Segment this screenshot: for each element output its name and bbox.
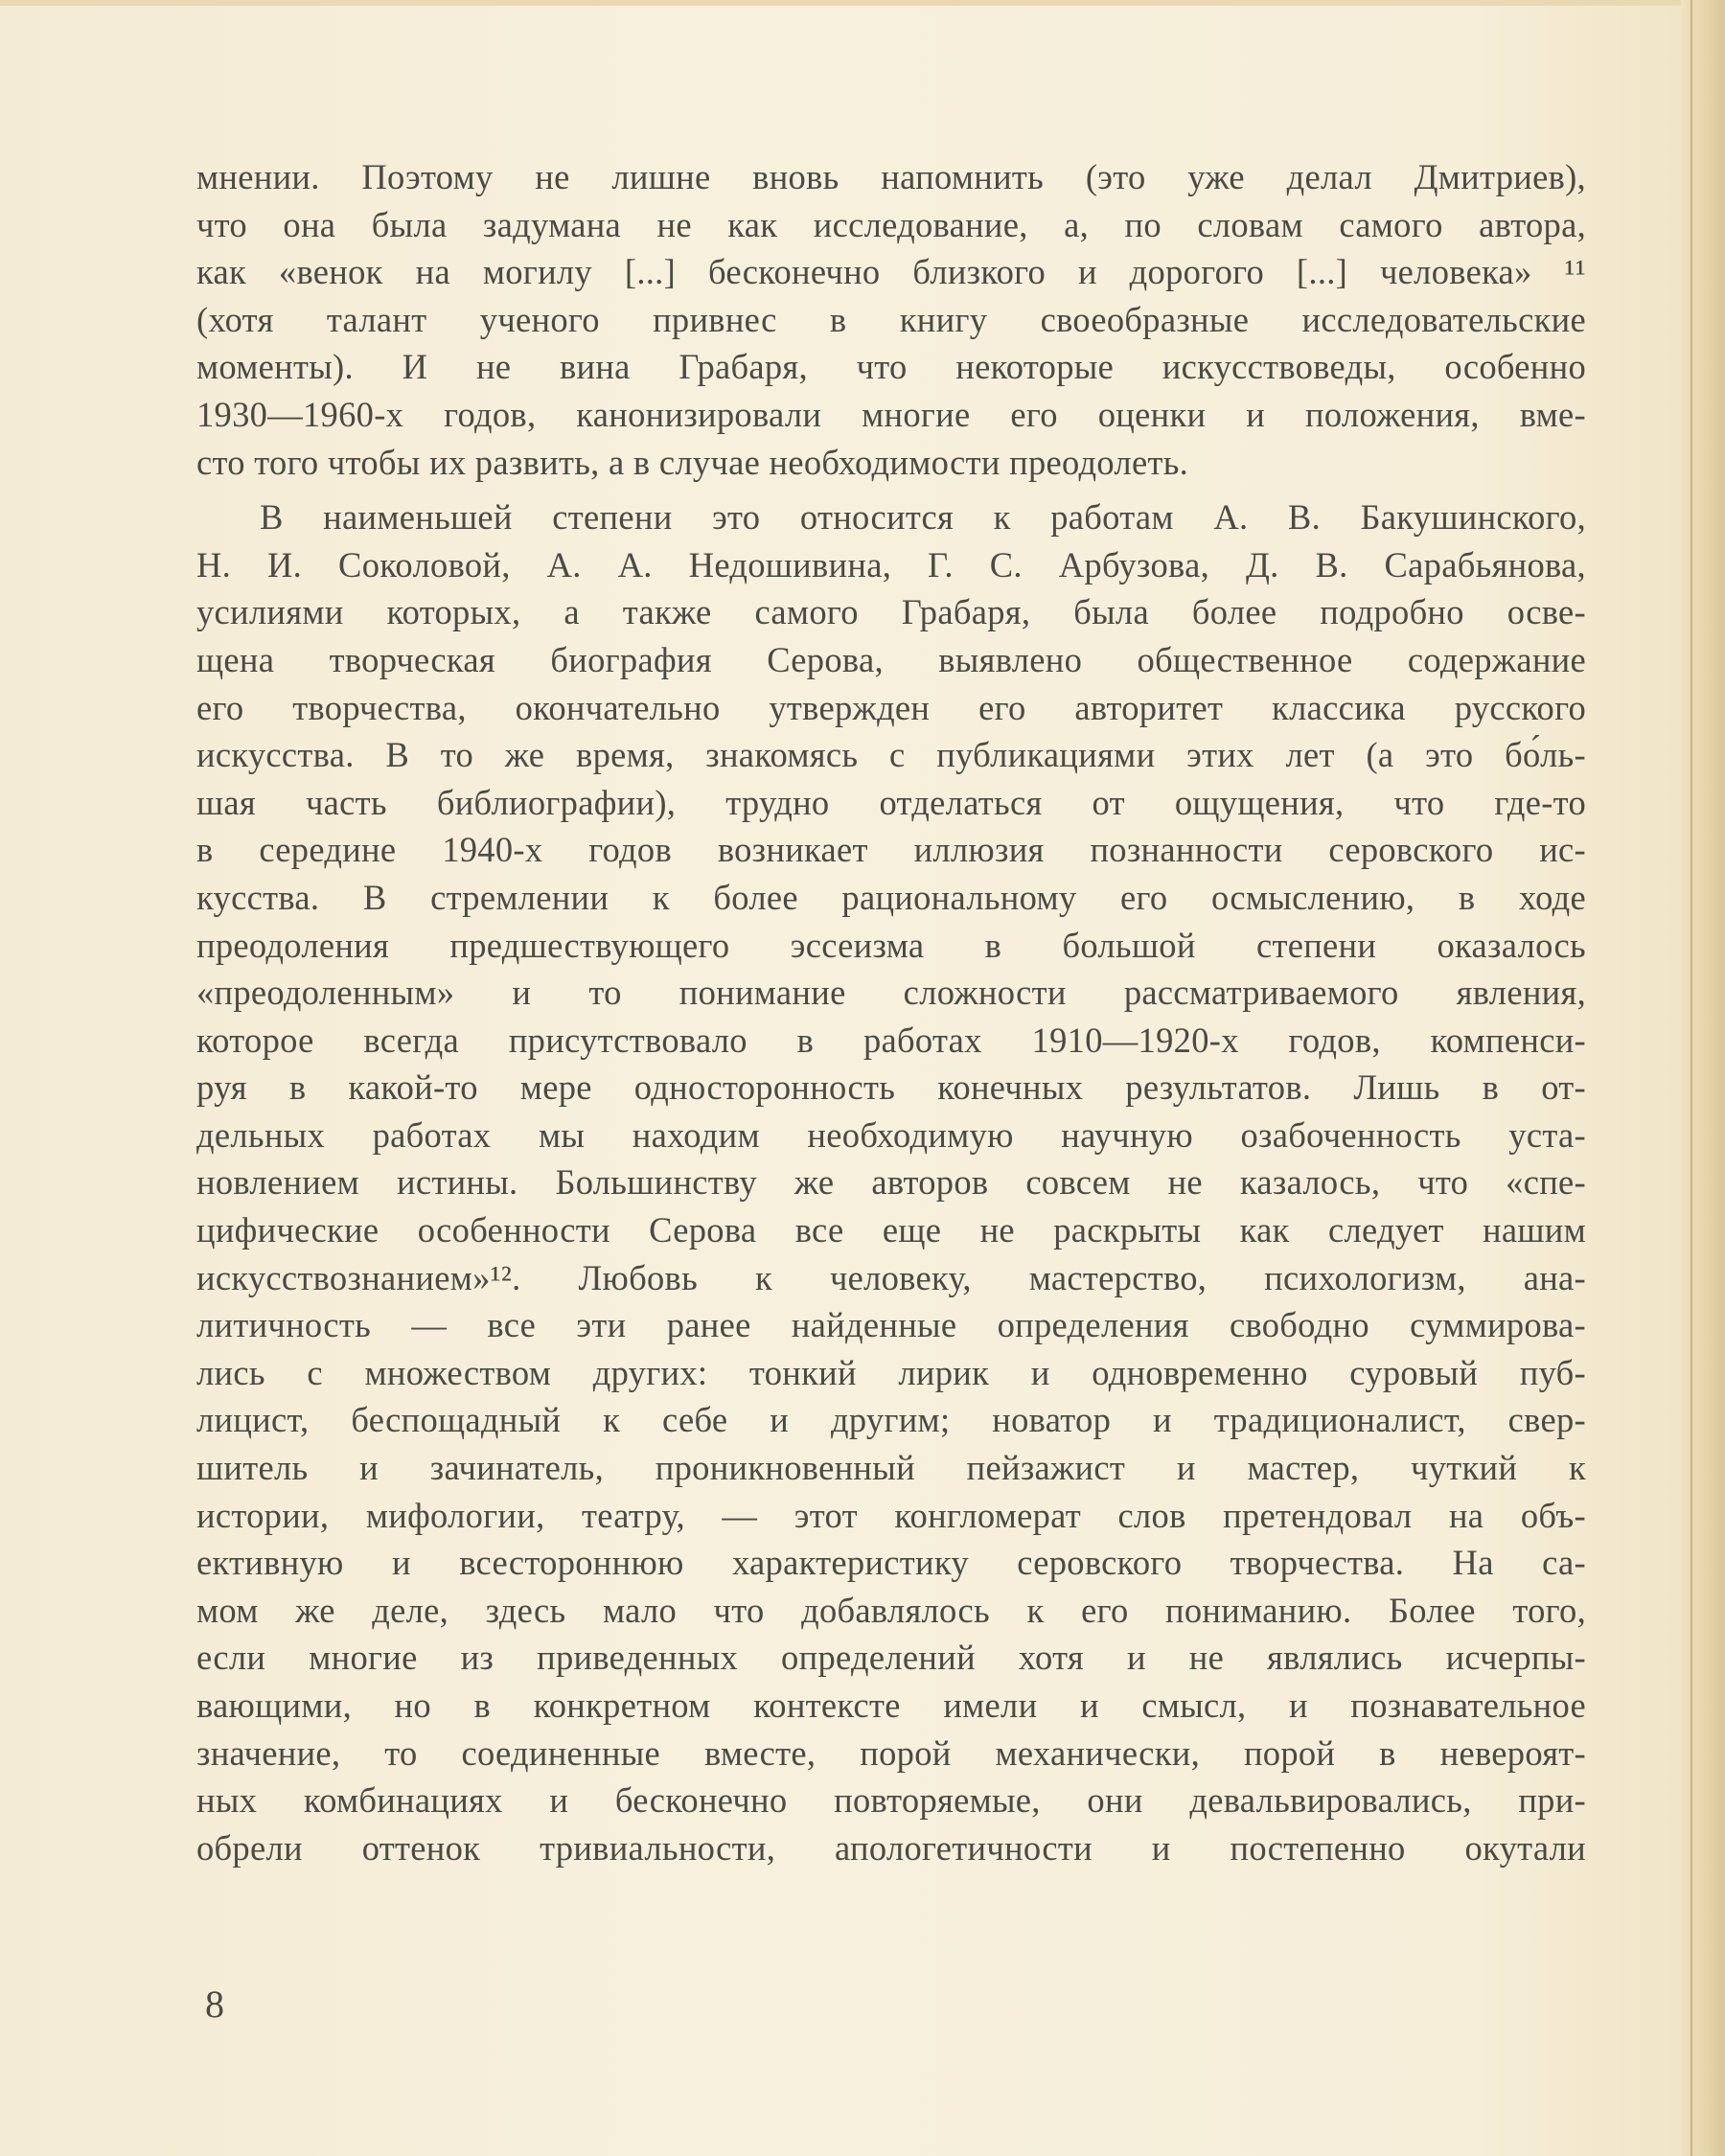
page-top-edge [0, 0, 1725, 6]
text-line: шая часть библиографии), трудно отделаться от ощущения, что где-то [196, 782, 1586, 822]
text-line: кусства. В стремлении к более рациональному его осмыслению, в ходе [196, 877, 1586, 917]
text-line: «преодоленным» и то понимание сложности рассматриваемого явления, [196, 973, 1586, 1013]
text-line: мнении. Поэтому не лишне вновь напомнить (это уже делал Дмитриев), [196, 157, 1586, 196]
text-line: искусствознанием»¹². Любовь к человеку, мастерство, психологизм, ана- [196, 1257, 1586, 1297]
text-line: цифические особенности Серова все еще не раскрыты как следует нашим [196, 1210, 1586, 1250]
text-line: лись с множеством других: тонкий лирик и одновременно суровый пуб- [196, 1352, 1586, 1392]
text-line: моменты). И не вина Грабаря, что некоторые искусствоведы, особенно [196, 347, 1586, 387]
text-line: щена творческая биография Серова, выявлено общественное содержание [196, 639, 1586, 679]
text-line: руя в какой-то мере односторонность конечных результатов. Лишь в от- [196, 1067, 1586, 1108]
paragraph-gap [196, 486, 1586, 493]
text-line: дельных работах мы находим необходимую научную озабоченность уста- [196, 1114, 1586, 1155]
text-line: В наименьшей степени это относится к работам А. В. Бакушинского, [260, 497, 1586, 538]
text-line: (хотя талант ученого привнес в книгу своеобразные исследовательские [196, 299, 1586, 339]
page-edge-line [1690, 0, 1692, 2156]
text-line: преодоления предшествующего эссеизма в большой степени оказалось [196, 925, 1586, 965]
text-line: усилиями которых, а также самого Грабаря, была более подробно осве- [196, 592, 1586, 632]
text-line: которое всегда присутствовало в работах 1910—1920-х годов, компенси- [196, 1020, 1586, 1060]
page-number: 8 [205, 1983, 224, 2026]
text-line: если многие из приведенных определений хотя и не являлись исчерпы- [196, 1638, 1586, 1678]
page-right-edge [1681, 0, 1725, 2156]
text-line: Н. И. Соколовой, А. А. Недошивина, Г. С. Арбузова, Д. В. Сарабьянова, [196, 544, 1586, 585]
text-line: шитель и зачинатель, проникновенный пейзажист и мастер, чуткий к [196, 1448, 1586, 1488]
paragraph-2 [196, 493, 1586, 1871]
text-line: его творчества, окончательно утвержден его авторитет классика русского [196, 687, 1586, 727]
text-line: литичность — все эти ранее найденные определения свободно суммирова- [196, 1305, 1586, 1345]
text-line: искусства. В то же время, знакомясь с публикациями этих лет (а это бо́ль- [196, 735, 1586, 775]
text-line: что она была задумана не как исследование, а, по словам самого автора, [196, 204, 1586, 244]
text-line: ных комбинациях и бесконечно повторяемые, они девальвировались, при- [196, 1780, 1586, 1821]
text-line: в середине 1940-х годов возникает иллюзия познанности серовского ис- [196, 830, 1586, 870]
text-line: как «венок на могилу [...] бесконечно близкого и дорогого [...] человека» ¹¹ [196, 252, 1586, 292]
text-line: обрели оттенок тривиальности, апологетичности и постепенно окутали [196, 1827, 1586, 1868]
text-line: сто того чтобы их развить, а в случае необходимости преодолеть. [196, 442, 1189, 482]
text-line: значение, то соединенные вместе, порой механически, порой в невероят- [196, 1732, 1586, 1773]
text-line: новлением истины. Большинству же авторов совсем не казалось, что «спе- [196, 1162, 1586, 1203]
text-line: лицист, беспощадный к себе и другим; новатор и традиционалист, свер- [196, 1400, 1586, 1440]
text-line: истории, мифологии, театру, — этот конгломерат слов претендовал на объ- [196, 1495, 1586, 1535]
paragraph-1 [196, 153, 1586, 486]
body-text [196, 153, 1586, 1871]
text-line: 1930—1960-х годов, канонизировали многие его оценки и положения, вме- [196, 394, 1586, 434]
text-line: вающими, но в конкретном контексте имели и смысл, и познавательное [196, 1686, 1586, 1725]
text-line: ективную и всестороннюю характеристику серовского творчества. На са- [196, 1543, 1586, 1583]
text-line: мом же деле, здесь мало что добавлялось к его пониманию. Более того, [196, 1590, 1586, 1630]
